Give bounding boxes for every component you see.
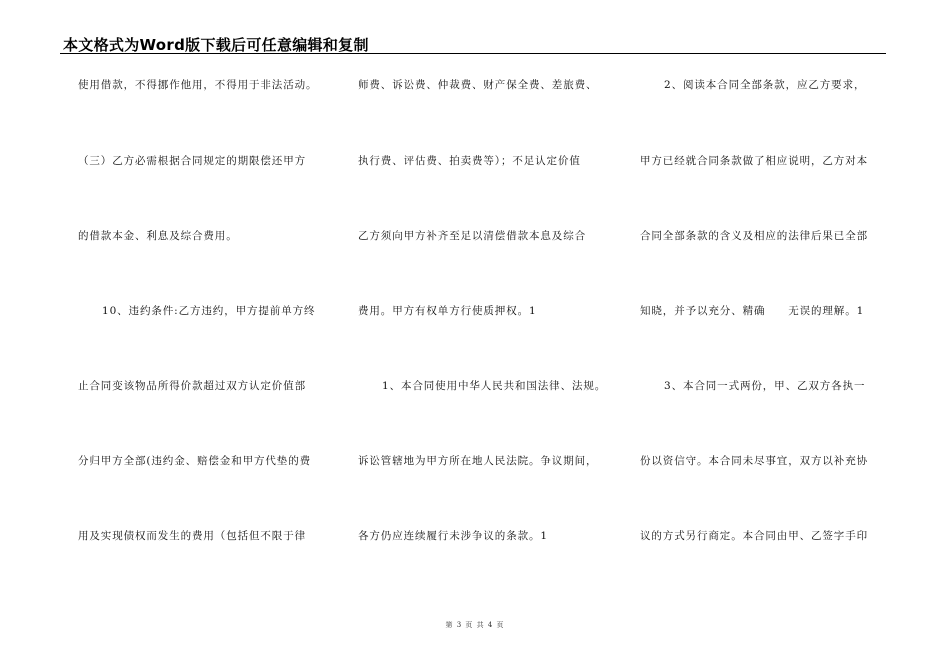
paragraph-line: 3、本合同一式两份，甲、乙双方各执一 xyxy=(664,380,866,392)
paragraph-line: 合同全部条款的含义及相应的法律后果已全部 xyxy=(640,230,868,242)
paragraph-line: 费用。甲方有权单方行使质押权。1 xyxy=(358,305,537,317)
paragraph-line: 的借款本金、利息及综合费用。 xyxy=(78,230,238,242)
paragraph-line: 议的方式另行商定。本合同由甲、乙签字手印 xyxy=(640,530,868,542)
header-divider xyxy=(60,53,886,54)
paragraph-line: 师费、诉讼费、仲裁费、财产保全费、差旅费、 xyxy=(358,79,598,91)
paragraph-line: 诉讼管辖地为甲方所在地人民法院。争议期间， xyxy=(358,455,598,467)
page-number: 第 3 页 共 4 页 xyxy=(445,621,505,629)
paragraph-line: （三）乙方必需根据合同规定的期限偿还甲方 xyxy=(78,155,306,167)
paragraph-line: 止合同变该物品所得价款超过双方认定价值部 xyxy=(78,380,306,392)
paragraph-line: 1、本合同使用中华人民共和国法律、法规。 xyxy=(382,380,607,392)
paragraph-line: 知晓，并予以充分、精确 无误的理解。1 xyxy=(640,305,865,317)
paragraph-line: 各方仍应连续履行未涉争议的条款。1 xyxy=(358,530,548,542)
paragraph-line: 用及实现债权而发生的费用（包括但不限于律 xyxy=(78,530,306,542)
paragraph-line: 甲方已经就合同条款做了相应说明，乙方对本 xyxy=(640,155,868,167)
paragraph-line: 份以资信守。本合同未尽事宜，双方以补充协 xyxy=(640,455,868,467)
paragraph-line: 执行费、评估费、拍卖费等）；不足认定价值 xyxy=(358,155,581,167)
paragraph-line: 分归甲方全部(违约金、赔偿金和甲方代垫的费 xyxy=(78,455,311,467)
paragraph-line: 2、阅读本合同全部条款，应乙方要求， xyxy=(664,79,866,91)
paragraph-line: 使用借款，不得挪作他用，不得用于非法活动。 xyxy=(78,79,318,91)
document-header-title: 本文格式为Word版下载后可任意编辑和复制 xyxy=(63,36,369,54)
paragraph-line: 乙方须向甲方补齐至足以清偿借款本息及综合 xyxy=(358,230,586,242)
paragraph-line: 10、违约条件:乙方违约，甲方提前单方终 xyxy=(102,305,316,317)
